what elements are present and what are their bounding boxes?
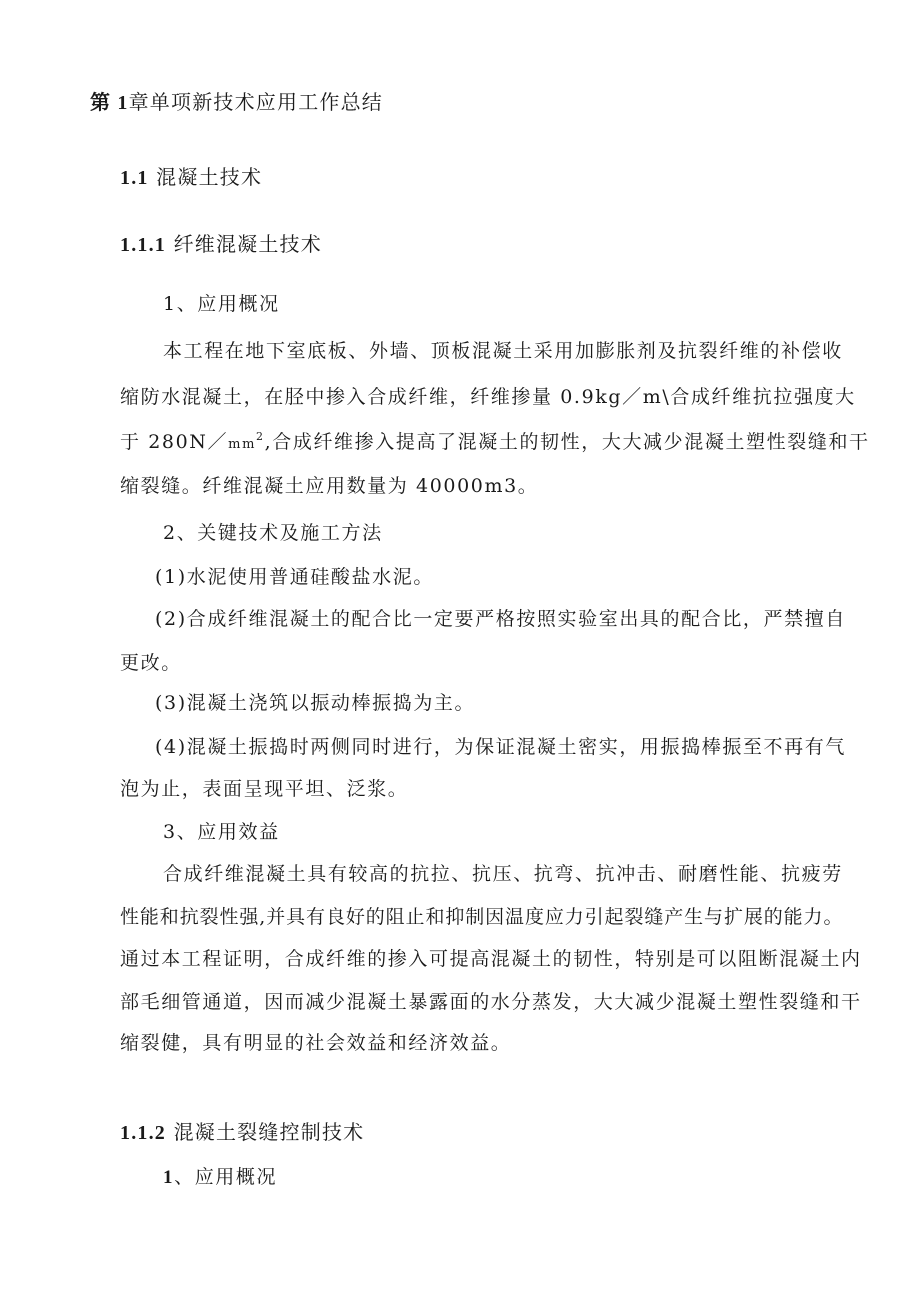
list-item: (3)混凝土浇筑以振动棒振捣为主。 bbox=[155, 692, 476, 714]
chapter-title: 章单项新技术应用工作总结 bbox=[128, 90, 384, 114]
section-heading-1-1-2 bbox=[120, 1120, 364, 1145]
section-heading-1-1-1 bbox=[120, 232, 322, 257]
list-item-continuation: 泡为止，表面呈现平坦、泛浆。 bbox=[120, 778, 409, 800]
subheading-key-technology: 2、关键技术及施工方法 bbox=[163, 522, 383, 544]
list-item-continuation: 更改。 bbox=[120, 652, 182, 674]
list-item: (2)合成纤维混凝土的配合比一定要严格按照实验室出具的配合比，严禁擅自 bbox=[155, 608, 846, 630]
paragraph-line: 部毛细管通道，因而减少混凝土暴露面的水分蒸发，大大减少混凝土塑性裂缝和干 bbox=[120, 991, 862, 1013]
unit-text: mm bbox=[228, 437, 256, 452]
paragraph-line: 缩防水混凝土，在胫中掺入合成纤维，纤维掺量 0.9kg／m\合成纤维抗拉强度大 bbox=[120, 386, 856, 408]
item-number: 1 bbox=[163, 1167, 175, 1188]
paragraph-line: 本工程在地下室底板、外墙、顶板混凝土采用加膨胀剂及抗裂纤维的补偿收 bbox=[163, 340, 843, 362]
paragraph-line bbox=[120, 430, 870, 457]
chapter-number: 第 1 bbox=[90, 92, 129, 114]
text-run: 于 280N／ bbox=[120, 431, 229, 453]
section-number: 1.1.2 bbox=[120, 1122, 166, 1144]
paragraph-line: 性能和抗裂性强,并具有良好的阻止和抑制因温度应力引起裂缝产生与扩展的能力。 bbox=[120, 906, 844, 928]
section-heading-1-1 bbox=[120, 165, 262, 190]
superscript: 2 bbox=[256, 430, 265, 443]
item-heading: 、应用概况 bbox=[174, 1166, 278, 1188]
paragraph-line: 合成纤维混凝土具有较高的抗拉、抗压、抗弯、抗冲击、耐磨性能、抗疲劳 bbox=[163, 863, 843, 885]
list-item: (1)水泥使用普通硅酸盐水泥。 bbox=[155, 566, 434, 588]
section-number: 1.1 bbox=[120, 167, 149, 189]
subheading-application-benefit: 3、应用效益 bbox=[163, 821, 280, 843]
subheading-application-overview: 1、应用概况 bbox=[163, 293, 280, 315]
section-title: 混凝土技术 bbox=[156, 165, 263, 189]
section-number: 1.1.1 bbox=[120, 234, 166, 256]
list-item: (4)混凝土振捣时两侧同时进行，为保证混凝土密实，用振捣棒振至不再有气 bbox=[155, 736, 846, 758]
section-title: 混凝土裂缝控制技术 bbox=[173, 1120, 365, 1144]
paragraph-line: 通过本工程证明，合成纤维的掺入可提高混凝土的韧性，特别是可以阻断混凝土内 bbox=[120, 948, 862, 970]
paragraph-line: 缩裂健，具有明显的社会效益和经济效益。 bbox=[120, 1032, 512, 1054]
subheading-application-overview-2 bbox=[163, 1165, 277, 1190]
text-run: ,合成纤维掺入提高了混凝土的韧性，大大减少混凝土塑性裂缝和干 bbox=[264, 431, 870, 453]
section-title: 纤维混凝土技术 bbox=[173, 232, 322, 256]
paragraph-line: 缩裂缝。纤维混凝土应用数量为 40000m3。 bbox=[120, 475, 539, 497]
chapter-heading bbox=[90, 90, 383, 115]
